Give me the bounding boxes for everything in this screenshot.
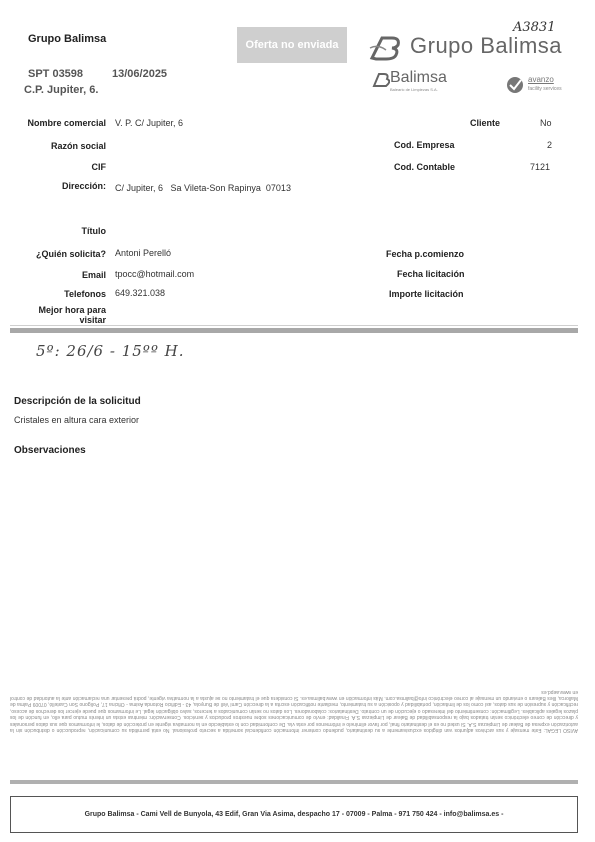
handwritten-note: 5º: 26/6 - 15ºº H. xyxy=(36,342,185,360)
footer xyxy=(10,796,578,833)
logo-secondary-subtitle: Balearic de Limpiezas S.A. xyxy=(390,87,438,92)
cod-empresa-value: 2 xyxy=(547,140,553,150)
divider-thin xyxy=(10,325,578,326)
footer-divider xyxy=(10,780,578,784)
telefonos-value: 649.321.038 xyxy=(115,288,166,298)
handwritten-reference: A3831 xyxy=(513,20,556,35)
descripcion-value: Cristales en altura cara exterior xyxy=(14,415,140,425)
descripcion-title: Descripción de la solicitud xyxy=(14,396,141,407)
logo-main-text: Grupo Balimsa xyxy=(410,33,563,58)
direccion-value: C/ Jupiter, 6 Sa Vileta-Son Rapinya 07013 xyxy=(115,183,291,193)
logo-secondary-text: Balimsa xyxy=(390,69,447,86)
document-subject: C.P. Jupiter, 6. xyxy=(24,84,99,96)
email-label: Email xyxy=(81,270,106,280)
importe-licitacion-label: Importe licitación xyxy=(389,289,464,299)
nombre-comercial-label: Nombre comercial xyxy=(27,118,106,128)
legal-notice: AVISO LEGAL: Este mensaje y sus archivos adjuntos van dirigidos exclusivamente a su destinatario, pudiendo contener información confidencial sometida a secreto profesional. No está permitida su comunicación, reproducción o distribución sin la autorización expresa de Balear de Limpiezas S.A. Si usted no es el destinatario final, por favor elimínelo e infórmenos por esta vía. De conformidad con lo establecido en la normativa vigente en protección de datos, le informamos que sus datos personales y dirección de correo electrónico serán tratados bajo la responsabilidad de Balear de Limpiezas S.A. Finalidad: envío de comunicaciones sobre nuestros productos y servicios. Conservación: mientras exista un interés mutuo para ello, en función de los plazos legales aplicables. Legitimación: consentimiento del interesado o ejecución de un contrato. Destinatarios: colaboradores. Los datos no serán comunicados a terceros, salvo obligación legal. Le informamos que puede ejercer los derechos de acceso, rectificación y supresión de sus datos, así como los de limitación, portabilidad y oposición a su tratamiento, mediante notificación escrita a la dirección Camí Vell de Bunyola, 43 - Edificio Rotonda Asima - Oficina 17, Polígono Son Castelló, 07009 Palma de Mallorca, Illes Balears o enviando un mensaje al correo electrónico info@balimsa.com. Más información en www.balimsa.es. Si considera que el tratamiento no se ajusta a la normativa vigente, podrá presentar una reclamación ante la autoridad de control en www.aepd.es xyxy=(10,688,578,733)
email-value: tpocc@hotmail.com xyxy=(115,269,195,279)
fecha-comienzo-label: Fecha p.comienzo xyxy=(386,249,465,259)
status-badge-label: Oferta no enviada xyxy=(245,39,339,51)
razon-social-label: Razón social xyxy=(50,141,106,151)
avanzo-logo-icon xyxy=(505,76,525,94)
cod-contable-label: Cod. Contable xyxy=(394,162,455,172)
avanzo-logo-text: avanzo xyxy=(528,75,554,84)
status-badge xyxy=(237,27,347,63)
document-code: SPT 03598 xyxy=(28,68,84,80)
balimsa-small-logo-icon xyxy=(372,72,390,88)
divider xyxy=(10,328,578,333)
balimsa-logo-icon xyxy=(368,34,404,62)
telefonos-label: Telefonos xyxy=(64,289,106,299)
observaciones-title: Observaciones xyxy=(14,445,86,456)
nombre-comercial-value: V. P. C/ Jupiter, 6 xyxy=(115,118,184,128)
cod-empresa-label: Cod. Empresa xyxy=(394,140,455,150)
cod-contable-value: 7121 xyxy=(530,162,551,172)
cif-label: CIF xyxy=(91,162,106,172)
avanzo-logo-subtitle: facility services xyxy=(528,86,562,92)
company-name: Grupo Balimsa xyxy=(28,33,107,45)
cliente-label: Cliente xyxy=(470,118,501,128)
direccion-label: Dirección: xyxy=(61,181,106,191)
titulo-label: Título xyxy=(81,226,106,236)
mejor-hora-label-line1: Mejor hora para xyxy=(38,305,106,315)
mejor-hora-label-line2: visitar xyxy=(79,315,106,325)
document-date: 13/06/2025 xyxy=(112,68,168,80)
footer-text: Grupo Balimsa - Cami Vell de Bunyola, 43 Edif, Gran Via Asima, despacho 17 - 07009 - Palma - 971 750 424 - info@balimsa.es - xyxy=(84,811,504,818)
quien-solicita-label: ¿Quién solicita? xyxy=(35,249,106,259)
quien-solicita-value: Antoni Perelló xyxy=(115,248,172,258)
cliente-value: No xyxy=(540,118,552,128)
fecha-licitacion-label: Fecha licitación xyxy=(397,269,465,279)
